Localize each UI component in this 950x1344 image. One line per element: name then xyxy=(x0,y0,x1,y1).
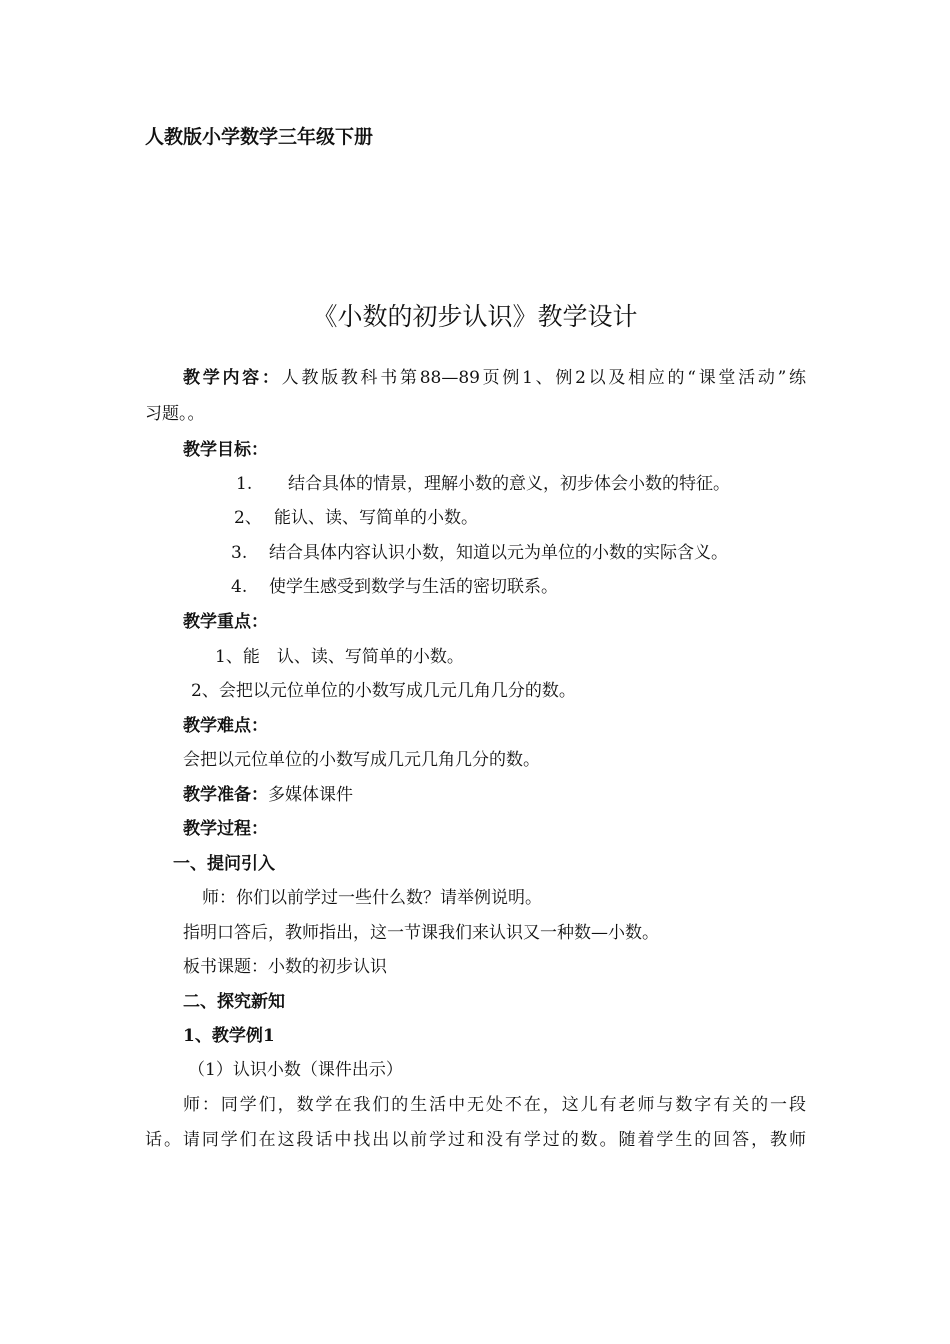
objective-text: 使学生感受到数学与生活的密切联系。 xyxy=(269,577,558,597)
teacher-response: 指明口答后，教师指出，这一节课我们来认识又一种数—小数。 xyxy=(183,923,659,943)
objectives-label: 教学目标： xyxy=(183,440,268,460)
objective-number: 2、 xyxy=(234,508,262,528)
paragraph-line: 师：同学们，数学在我们的生活中无处不在，这儿有老师与数字有关的一段 xyxy=(183,1095,806,1115)
document-header: 人教版小学数学三年级下册 xyxy=(145,126,374,148)
objective-text: 结合具体内容认识小数，知道以元为单位的小数的实际含义。 xyxy=(269,543,728,563)
content-label: 教学内容： xyxy=(183,368,282,388)
preparation-label: 教学准备： xyxy=(183,785,268,805)
preparation-line xyxy=(183,783,353,807)
objective-number: 1. xyxy=(236,474,253,494)
key-point-item: 1、能 认、读、写简单的小数。 xyxy=(215,647,464,667)
content-text-line1: 人教版教科书第88—89页例1、例2以及相应的“课堂活动”练 xyxy=(281,368,807,388)
teacher-question: 师：你们以前学过一些什么数？请举例说明。 xyxy=(202,888,542,908)
difficulty-label: 教学难点： xyxy=(183,716,268,736)
objective-text: 结合具体的情景，理解小数的意义，初步体会小数的特征。 xyxy=(288,474,730,494)
content-paragraph-line1 xyxy=(183,366,806,390)
objective-number: 3. xyxy=(231,543,248,563)
key-points-label: 教学重点： xyxy=(183,612,268,632)
content-text-line2: 习题。。 xyxy=(145,404,205,424)
process-label: 教学过程： xyxy=(183,819,268,839)
section-heading: 一、提问引入 xyxy=(173,854,275,874)
sub-step: （1）认识小数（课件出示） xyxy=(188,1060,403,1080)
key-point-item: 2、会把以元位单位的小数写成几元几角几分的数。 xyxy=(191,681,576,701)
difficulty-text: 会把以元位单位的小数写成几元几角几分的数。 xyxy=(183,750,540,770)
example-heading: 1、教学例1 xyxy=(183,1026,275,1046)
preparation-text: 多媒体课件 xyxy=(268,785,353,805)
section-heading: 二、探究新知 xyxy=(183,992,285,1012)
paragraph-line: 话。请同学们在这段话中找出以前学过和没有学过的数。随着学生的回答，教师 xyxy=(145,1130,806,1150)
board-title: 板书课题：小数的初步认识 xyxy=(183,957,387,977)
page-title: 《小数的初步认识》教学设计 xyxy=(312,302,638,331)
objective-number: 4. xyxy=(231,577,248,597)
objective-text: 能认、读、写简单的小数。 xyxy=(274,508,478,528)
